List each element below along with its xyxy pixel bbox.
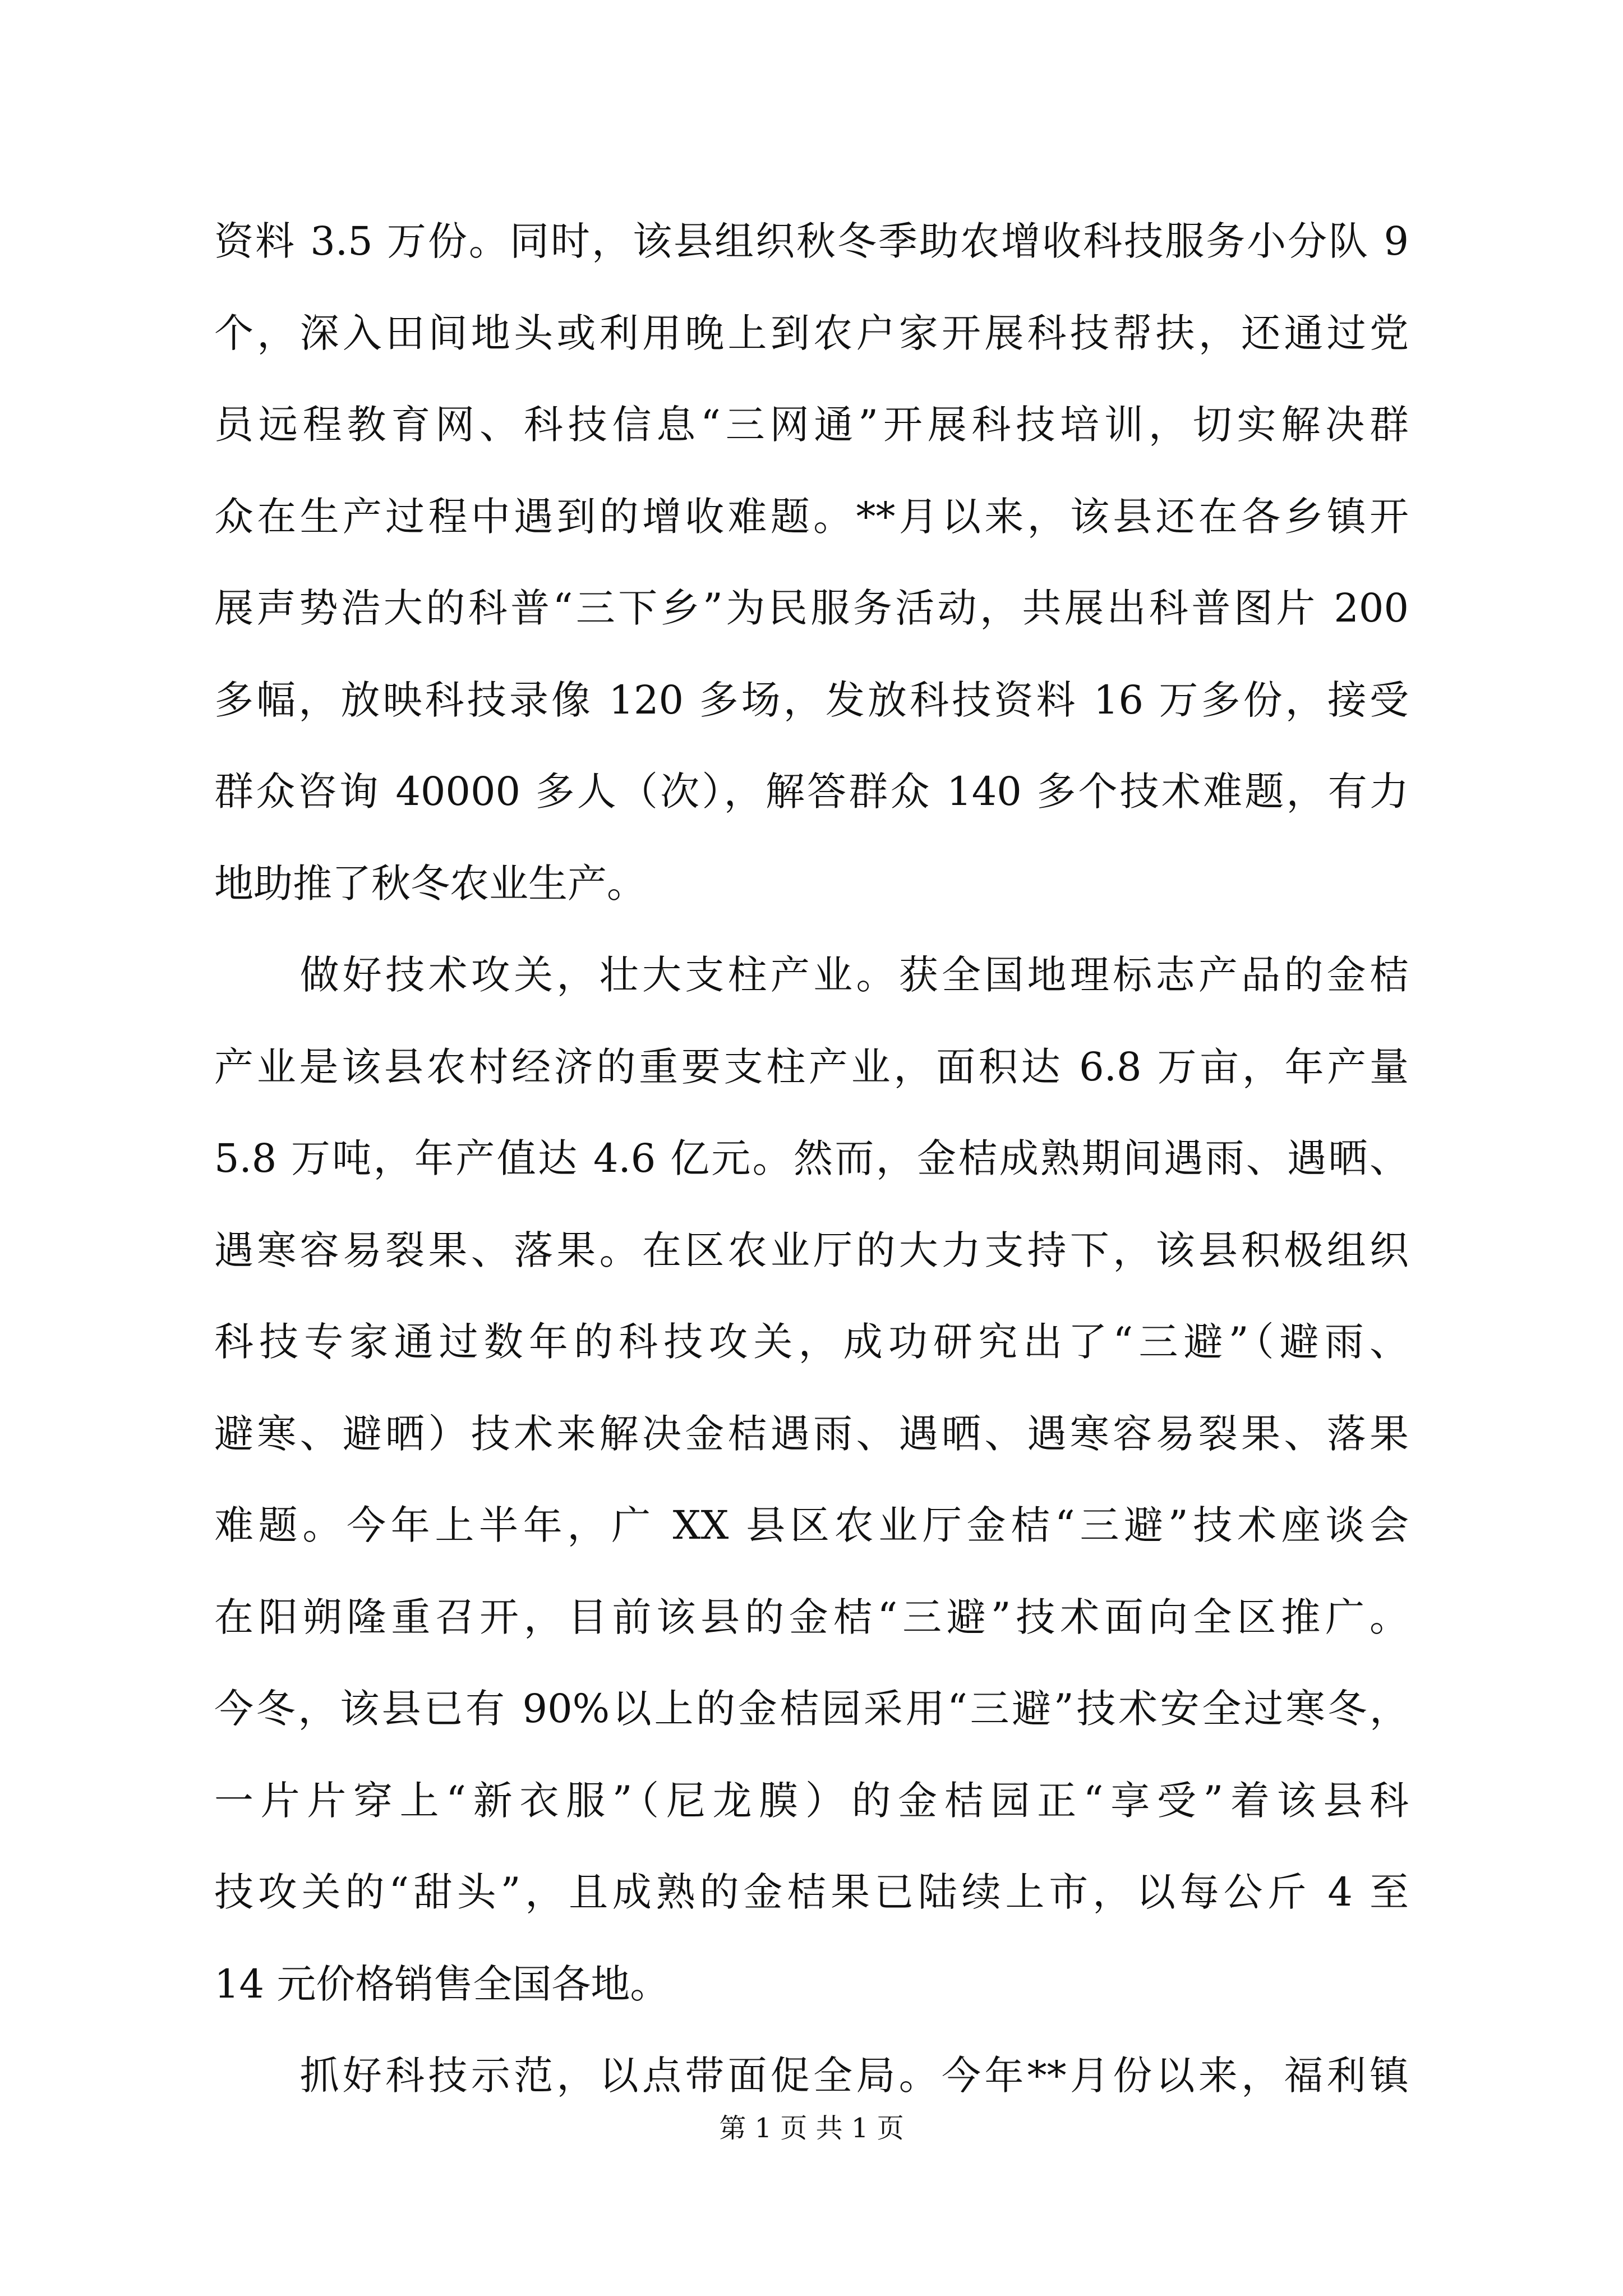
text-line: 展声势浩大的科普“三下乡”为民服务活动，共展出科普图片 200 bbox=[214, 585, 1409, 631]
text-line: 遇寒容易裂果、落果。在区农业厅的大力支持下，该县积极组织 bbox=[214, 1227, 1409, 1273]
text-line: 科技专家通过数年的科技攻关，成功研究出了“三避”（避雨、 bbox=[214, 1319, 1409, 1365]
text-line: 地助推了秋冬农业生产。 bbox=[214, 860, 646, 907]
text-line: 今冬，该县已有 90%以上的金桔园采用“三避”技术安全过寒冬， bbox=[214, 1686, 1409, 1732]
text-line: 资料 3.5 万份。同时，该县组织秋冬季助农增收科技服务小分队 9 bbox=[214, 218, 1409, 264]
text-line: 技攻关的“甜头”，且成熟的金桔果已陆续上市，以每公斤 4 至 bbox=[214, 1869, 1409, 1915]
page-footer: 第 1 页 共 1 页 bbox=[719, 2113, 904, 2144]
body-text bbox=[214, 218, 1409, 2148]
text-line: 抓好科技示范，以点带面促全局。今年**月份以来，福利镇 bbox=[214, 2053, 1409, 2099]
text-line: 做好技术攻关，壮大支柱产业。获全国地理标志产品的金桔 bbox=[214, 952, 1409, 998]
text-line: 5.8 万吨，年产值达 4.6 亿元。然而，金桔成熟期间遇雨、遇晒、 bbox=[214, 1135, 1409, 1181]
text-line: 难题。今年上半年，广 XX 县区农业厅金桔“三避”技术座谈会 bbox=[214, 1502, 1409, 1548]
text-line: 个，深入田间地头或利用晚上到农户家开展科技帮扶，还通过党 bbox=[214, 310, 1409, 356]
text-line: 多幅，放映科技录像 120 多场，发放科技资料 16 万多份，接受 bbox=[214, 677, 1409, 723]
text-line: 员远程教育网、科技信息“三网通”开展科技培训，切实解决群 bbox=[214, 402, 1409, 448]
text-line: 避寒、避晒）技术来解决金桔遇雨、遇晒、遇寒容易裂果、落果 bbox=[214, 1410, 1409, 1457]
text-line: 产业是该县农村经济的重要支柱产业，面积达 6.8 万亩，年产量 bbox=[214, 1043, 1409, 1090]
text-line: 群众咨询 40000 多人（次），解答群众 140 多个技术难题，有力 bbox=[214, 769, 1409, 815]
text-line: 14 元价格销售全国各地。 bbox=[214, 1961, 670, 2007]
text-line: 在阳朔隆重召开，目前该县的金桔“三避”技术面向全区推广。 bbox=[214, 1594, 1409, 1640]
text-line: 一片片穿上“新衣服”（尼龙膜）的金桔园正“享受”着该县科 bbox=[214, 1777, 1409, 1824]
text-line: 众在生产过程中遇到的增收难题。**月以来，该县还在各乡镇开 bbox=[214, 493, 1409, 540]
